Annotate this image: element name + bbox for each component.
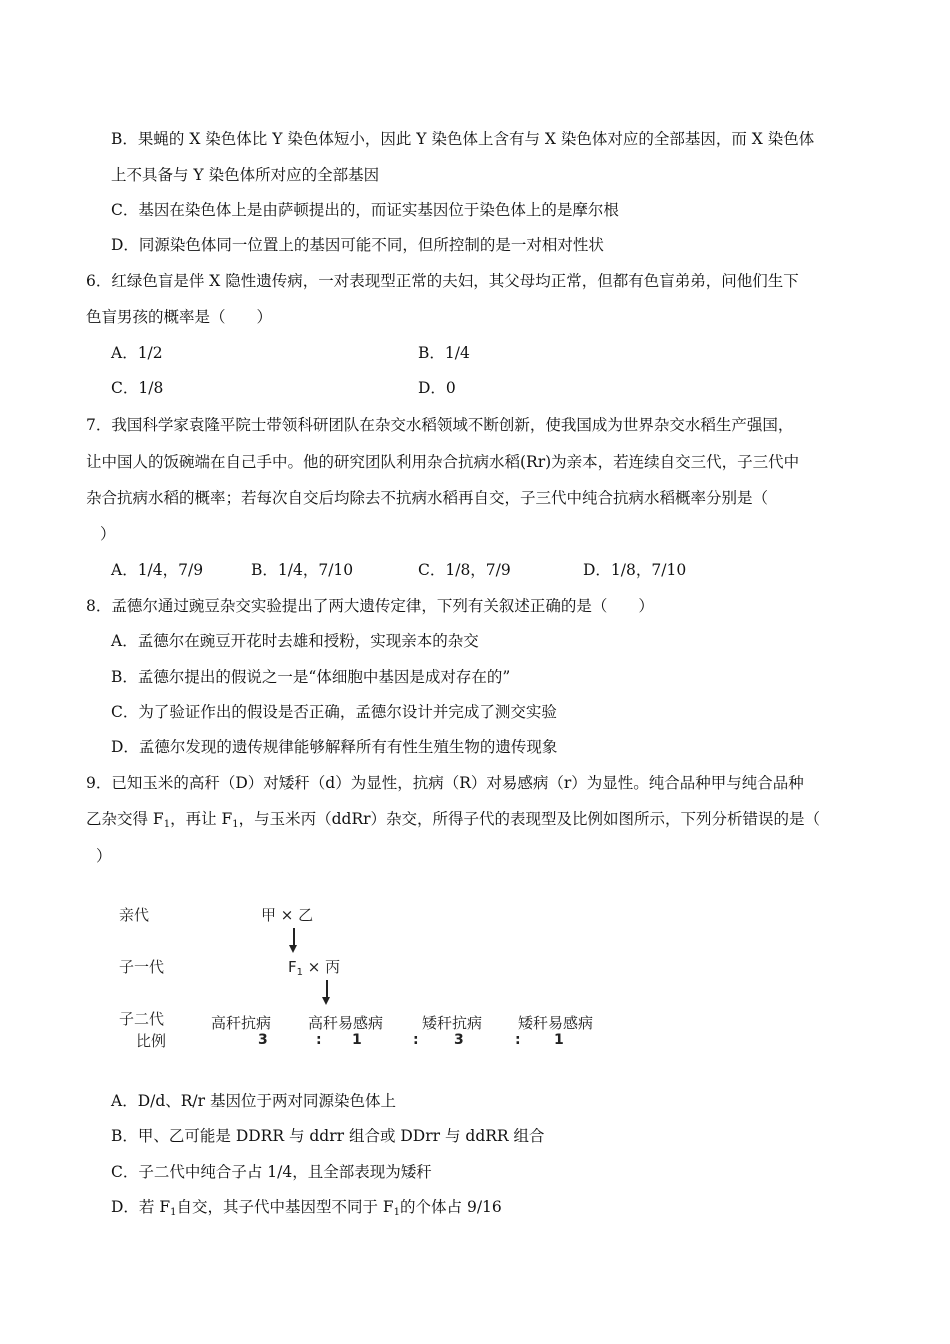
q7-stem-line2: 让中国人的饭碗端在自己手中。他的研究团队利用杂合抗病水稻(Rr)为亲本，若连续自交三代，子三代中 xyxy=(86,453,800,471)
ratio-colon: : xyxy=(515,1032,521,1048)
q5-option-d: D．同源染色体同一位置上的基因可能不同，但所控制的是一对相对性状 xyxy=(111,236,604,254)
f1-cross: $F_1$ × 丙 xyxy=(288,958,341,978)
ratio-value: 3 xyxy=(258,1032,268,1048)
parents-cross: 甲 × 乙 xyxy=(261,906,314,924)
q6-stem-line1: 6．红绿色盲是伴 X 隐性遗传病，一对表现型正常的夫妇，其父母均正常，但都有色盲弟弟，问他们生下 xyxy=(86,272,799,290)
ratio-value: 1 xyxy=(554,1032,564,1048)
q8-option-d: D．孟德尔发现的遗传规律能够解释所有有性生殖生物的遗传现象 xyxy=(111,738,558,756)
q9-option-a: A．D/d、R/r 基因位于两对同源染色体上 xyxy=(111,1092,396,1110)
q8-stem: 8．孟德尔通过豌豆杂交实验提出了两大遗传定律，下列有关叙述正确的是（ ） xyxy=(86,597,654,615)
phenotype-tall-susceptible: 高秆易感病 xyxy=(308,1014,384,1032)
ratio-value: 3 xyxy=(454,1032,464,1048)
phenotype-short-resistant: 矮秆抗病 xyxy=(422,1014,483,1032)
arrow-down-icon xyxy=(293,928,295,946)
q7-stem-line3: 杂合抗病水稻的概率；若每次自交后均除去不抗病水稻再自交，子三代中纯合抗病水稻概率分别是（ xyxy=(86,489,769,507)
cross-diagram xyxy=(105,892,625,1062)
q8-option-c: C．为了验证作出的假设是否正确，孟德尔设计并完成了测交实验 xyxy=(111,703,557,721)
ratio-label: 比例 xyxy=(136,1032,167,1050)
phenotype-tall-resistant: 高秆抗病 xyxy=(211,1014,272,1032)
parent-generation-label: 亲代 xyxy=(119,906,150,924)
ratio-value: 1 xyxy=(352,1032,362,1048)
q7-option-d: D．1/8，7/10 xyxy=(583,561,687,579)
q7-option-c: C．1/8，7/9 xyxy=(418,561,511,579)
q6-option-a: A．1/2 xyxy=(111,344,163,362)
q5-option-c: C．基因在染色体上是由萨顿提出的，而证实基因位于染色体上的是摩尔根 xyxy=(111,201,619,219)
q7-stem-line4: ） xyxy=(100,525,116,543)
q8-option-a: A．孟德尔在豌豆开花时去雄和授粉，实现亲本的杂交 xyxy=(111,632,479,650)
q5-option-b-line1: B．果蝇的 X 染色体比 Y 染色体短小，因此 Y 染色体上含有与 X 染色体对应的全部基因，而 X 染色体 xyxy=(111,130,815,148)
q8-option-b: B．孟德尔提出的假说之一是“体细胞中基因是成对存在的” xyxy=(111,668,511,686)
q9-option-b: B．甲、乙可能是 DDRR 与 ddrr 组合或 DDrr 与 ddRR 组合 xyxy=(111,1127,545,1145)
ratio-colon: : xyxy=(413,1032,419,1048)
q7-option-a: A．1/4，7/9 xyxy=(111,561,204,579)
q6-option-d: D．0 xyxy=(418,379,456,397)
f1-generation-label: 子一代 xyxy=(119,958,165,976)
arrow-down-icon xyxy=(326,980,328,998)
q9-stem-line2: 乙杂交得 $F_1$，再让 $F_1$，与玉米丙（ddRr）杂交，所得子代的表现型及比例如图所示，下列分析错误的是（ xyxy=(86,810,821,830)
f2-generation-label: 子二代 xyxy=(119,1010,165,1028)
ratio-colon: : xyxy=(316,1032,322,1048)
q7-stem-line1: 7．我国科学家袁隆平院士带领科研团队在杂交水稻领域不断创新，使我国成为世界杂交水稻生产强国， xyxy=(86,416,794,434)
q6-option-b: B．1/4 xyxy=(418,344,470,362)
q9-option-c: C．子二代中纯合子占 1/4，且全部表现为矮秆 xyxy=(111,1163,432,1181)
q9-option-d: D．若 $F_1$自交，其子代中基因型不同于 $F_1$的个体占 9/16 xyxy=(111,1198,502,1218)
phenotype-short-susceptible: 矮秆易感病 xyxy=(518,1014,594,1032)
q5-option-b-line2: 上不具备与 Y 染色体所对应的全部基因 xyxy=(111,166,380,184)
q9-stem-line1: 9．已知玉米的高秆（D）对矮秆（d）为显性，抗病（R）对易感病（r）为显性。纯合品种甲与纯合品种 xyxy=(86,774,804,792)
q6-option-c: C．1/8 xyxy=(111,379,164,397)
q6-stem-line2: 色盲男孩的概率是（ ） xyxy=(86,308,273,326)
q7-option-b: B．1/4，7/10 xyxy=(251,561,354,579)
q9-stem-line3: ） xyxy=(96,847,112,865)
